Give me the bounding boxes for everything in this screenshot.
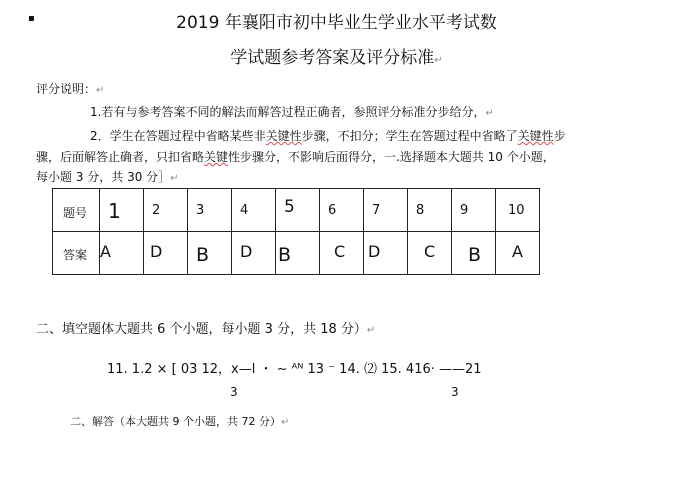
section-3-heading: [70, 413, 289, 429]
table-cell: [496, 189, 540, 232]
question-number: 9: [460, 203, 469, 218]
scoring-item-2-text-e: 步: [553, 129, 566, 143]
table-cell: [320, 232, 364, 275]
denominator-a: 3: [230, 385, 238, 399]
scoring-heading-text: 评分说明：: [36, 82, 97, 96]
table-cell: [276, 232, 320, 275]
title-line-2-text: 学试题参考答案及评分标准: [230, 48, 435, 68]
fill-in-answers-text: 11. 1.2 × [ 03 12，x—l ・ ~ ᴬᴺ 13 ⁻ 14. ⑵ 15. 416· ——21: [107, 362, 482, 377]
table-cell: [144, 189, 188, 232]
question-number: 5: [284, 197, 295, 217]
answer-value: B: [196, 244, 210, 266]
answer-value: A: [100, 242, 111, 261]
scoring-item-2-line-2: [36, 148, 555, 166]
table-cell: [100, 232, 144, 275]
table-cell: [452, 232, 496, 275]
question-number: 7: [372, 203, 381, 218]
question-number: 2: [152, 203, 161, 218]
answer-value: D: [368, 242, 381, 261]
scoring-item-2-line-3-text: 每小题 3 分，共 30 分］: [36, 170, 171, 184]
scoring-item-2-line-1: [90, 127, 566, 145]
section-3-heading-text: 二、解答（本大题共 9 个小题，共 72 分）: [70, 415, 281, 428]
section-2-heading-text: 二、填空题体大题共 6 个小题，每小题 3 分，共 18 分）: [36, 322, 367, 337]
table-cell: [53, 232, 100, 275]
scoring-item-2-line-3: [36, 168, 179, 188]
title-line-1: [0, 8, 673, 33]
answer-row: [53, 232, 540, 275]
answer-value: C: [334, 242, 346, 261]
answer-table: [52, 188, 540, 275]
table-cell: [144, 232, 188, 275]
scoring-item-2-line-2-text-c: 性步骤分，不影响后面得分，一.选择题本大题共 10 个小题，: [228, 150, 555, 164]
answer-value: D: [240, 242, 253, 261]
table-cell: [452, 189, 496, 232]
table-cell: [100, 189, 144, 232]
denominator-b: 3: [451, 385, 459, 399]
scoring-item-2-line-2-text-a: 骤，后面解答止确者，只扣省略: [36, 150, 205, 164]
table-cell: [276, 189, 320, 232]
question-label: 题号: [63, 206, 88, 220]
section-2-heading: [36, 318, 375, 337]
answer-label: 答案: [63, 248, 88, 262]
paragraph-mark-icon: ↵: [485, 108, 494, 119]
question-number: 3: [196, 203, 205, 218]
question-number: 4: [240, 203, 249, 218]
table-cell: [364, 189, 408, 232]
table-cell: [232, 189, 276, 232]
scoring-item-2-text-a: 2．学生在答题过程中省略某些非: [90, 129, 266, 143]
title-line-1-text: 2019 年襄阳市初中毕业生学业水平考试数: [176, 13, 497, 33]
bullet-mark: ▪: [28, 13, 35, 24]
table-cell: [496, 232, 540, 275]
table-cell: [408, 232, 452, 275]
scoring-item-2-text-c: 步骤，不扣分；学生在答题过程中省略了: [301, 129, 518, 143]
paragraph-mark-icon: ↵: [366, 325, 376, 336]
table-cell: [188, 189, 232, 232]
table-cell: [232, 232, 276, 275]
question-number: 1: [108, 199, 121, 223]
spellcheck-word: 关键: [204, 150, 229, 164]
fill-in-answers: [107, 358, 482, 377]
answer-value: D: [150, 242, 163, 261]
title-line-2: [0, 43, 673, 68]
question-number: 6: [328, 203, 337, 218]
question-number: 8: [416, 203, 425, 218]
spellcheck-word: 关键性: [265, 129, 302, 143]
answer-value: C: [424, 242, 436, 261]
paragraph-mark-icon: ↵: [96, 85, 105, 96]
paragraph-mark-icon: ↵: [170, 173, 179, 184]
table-cell: [364, 232, 408, 275]
question-number: 10: [508, 203, 525, 218]
table-cell: [188, 232, 232, 275]
table-cell: [320, 189, 364, 232]
scoring-heading: [36, 80, 104, 100]
scoring-item-1-text: 1.若有与参考答案不同的解法而解答过程正确者，参照评分标准分步给分，: [90, 105, 486, 119]
answer-value: A: [512, 242, 523, 261]
table-cell: [408, 189, 452, 232]
paragraph-mark-icon: ↵: [280, 417, 290, 428]
paragraph-mark-icon: ↵: [434, 55, 443, 66]
answer-value: B: [278, 244, 292, 266]
spellcheck-word: 关键性: [517, 129, 554, 143]
table-cell: [53, 189, 100, 232]
answer-value: B: [468, 244, 482, 266]
scoring-item-1: [90, 103, 494, 123]
question-number-row: [53, 189, 540, 232]
